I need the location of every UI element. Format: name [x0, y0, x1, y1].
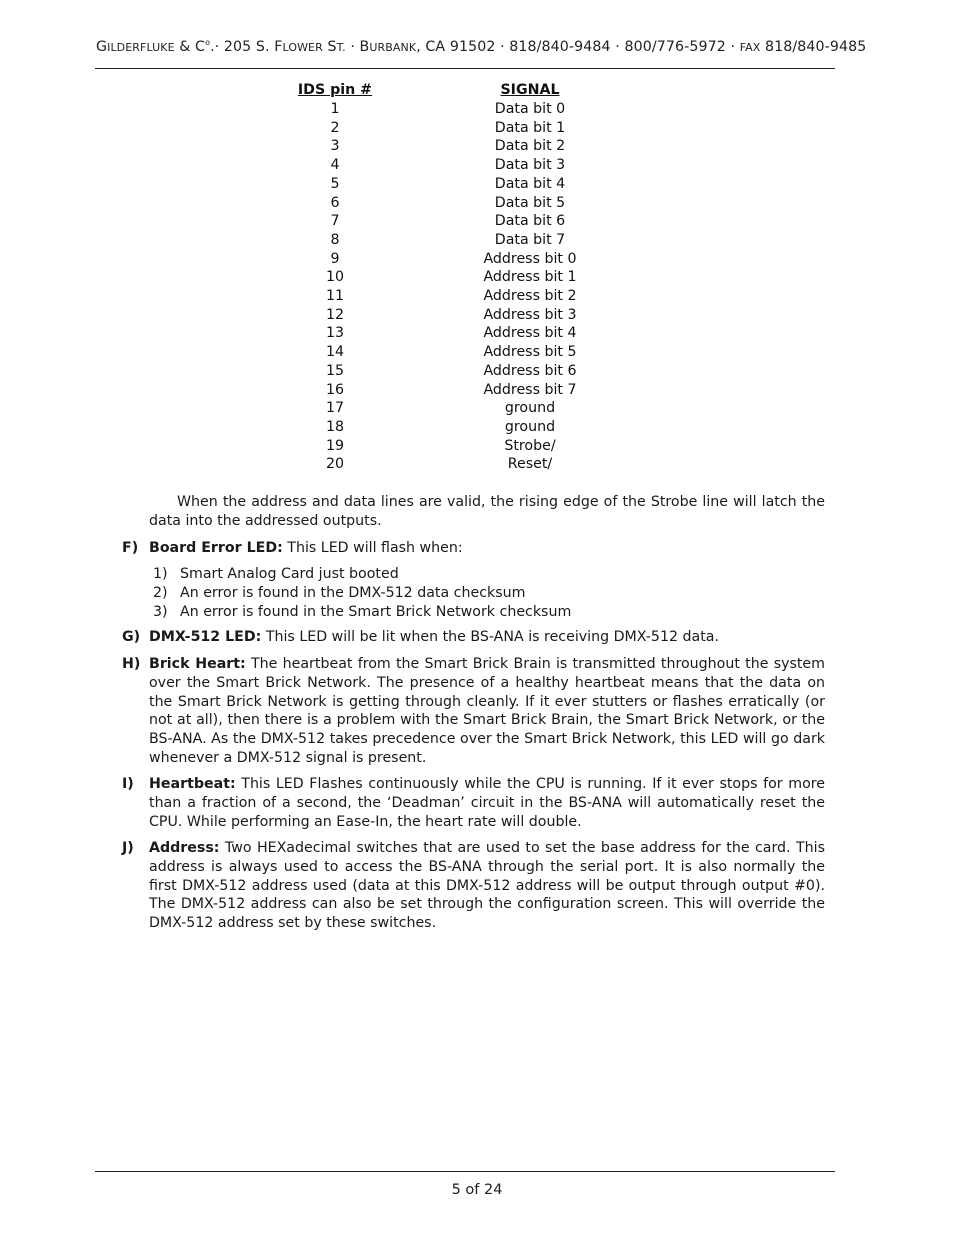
item-i: [122, 775, 825, 831]
pin-number: 4: [330, 157, 340, 174]
list-text: Smart Analog Card just booted: [180, 566, 399, 582]
table-row: [290, 137, 600, 156]
address-st-rest: T.: [336, 41, 346, 54]
list-text: An error is found in the DMX-512 data checksum: [180, 585, 526, 601]
company-amp: & C: [174, 39, 206, 55]
item-lead: Brick Heart:: [149, 656, 246, 672]
table-row: [290, 268, 600, 287]
pin-number: 18: [325, 418, 345, 435]
pin-number: 10: [325, 269, 345, 286]
item-letter: H): [122, 656, 141, 672]
signal-name: Reset/: [507, 456, 553, 473]
phone-1: · 818/840-9484: [495, 39, 611, 55]
pin-signal-table: [290, 80, 600, 474]
signal-name: Data bit 6: [494, 213, 566, 230]
signal-name: Address bit 7: [483, 381, 577, 398]
signal-name: ground: [504, 418, 556, 435]
signal-name: Address bit 5: [483, 344, 577, 361]
table-row: [290, 175, 600, 194]
pin-number: 15: [325, 362, 345, 379]
table-row: [290, 250, 600, 269]
item-lead: Heartbeat:: [149, 776, 236, 792]
table-row: [290, 287, 600, 306]
list-item: [153, 603, 571, 622]
table-row: [290, 212, 600, 231]
footer-rule: [95, 1171, 835, 1172]
table-row: [290, 194, 600, 213]
signal-name: Data bit 1: [494, 119, 566, 136]
signal-name: Address bit 3: [483, 306, 577, 323]
item-text: The heartbeat from the Smart Brick Brain is transmitted throughout the system over the Smart Brick Network. The presence of a healthy heartbeat means that the data on the Smart Brick Network is getting through cleanly. If it ever stutters or flashes erratically (or not at all), then there is a problem with the Smart Brick Brain, the Smart Brick Network, or the BS-ANA. As the DMX-512 takes precedence over the Smart Brick Network, this LED will go dark whenever a DMX-512 signal is present.: [149, 656, 825, 766]
signal-name: Address bit 2: [483, 288, 577, 305]
signal-name: Data bit 0: [494, 101, 566, 117]
item-lead: Address:: [149, 840, 220, 856]
pin-number: 8: [330, 231, 340, 248]
table-row: [290, 399, 600, 418]
table-row: [290, 306, 600, 325]
table-body: [290, 100, 600, 474]
signal-name: Data bit 2: [494, 138, 566, 155]
pin-number: 1: [330, 101, 340, 117]
list-text: An error is found in the Smart Brick Network checksum: [180, 604, 572, 620]
list-number: 2): [153, 585, 168, 601]
list-item: [153, 584, 571, 603]
item-g: [122, 628, 825, 647]
table-row: [290, 455, 600, 474]
table-row: [290, 231, 600, 250]
pin-number: 7: [330, 213, 340, 230]
company-name: ILDERFLUKE: [107, 41, 175, 54]
pin-number: 13: [325, 325, 345, 342]
signal-name: Address bit 4: [483, 325, 577, 342]
signal-name: Address bit 6: [483, 362, 577, 379]
item-h: [122, 655, 825, 768]
list-number: 1): [153, 566, 168, 582]
signal-name: Data bit 4: [494, 175, 566, 192]
item-text: This LED will flash when:: [282, 540, 463, 556]
city-name: URBANK: [369, 41, 417, 54]
address-st: S: [322, 39, 337, 55]
intro-paragraph: When the address and data lines are valid, the rising edge of the Strobe line will latch the data into the addressed outputs.: [149, 494, 825, 529]
header-rule: [95, 68, 835, 69]
item-f: [122, 539, 825, 558]
company-name-initial: G: [96, 39, 108, 55]
table-header-row: [290, 80, 600, 100]
address-street: LOWER: [282, 41, 323, 54]
page-header: [96, 38, 867, 55]
error-conditions-list: [153, 565, 571, 622]
fax-number: 818/840-9485: [760, 39, 867, 55]
fax-label: FAX: [739, 41, 761, 54]
pin-number: 19: [325, 437, 345, 454]
item-text: This LED Flashes continuously while the CPU is running. If it ever stops for more than a fraction of a second, the ‘Deadman’ circuit in the BS-ANA will automatically reset the CPU. While performing an Ease-In, the heart rate will double.: [149, 776, 825, 830]
company-superscript: o: [205, 38, 211, 47]
signal-name: Strobe/: [504, 437, 556, 454]
item-lead: Board Error LED:: [149, 540, 283, 556]
city-initial: · B: [345, 39, 370, 55]
item-text: Two HEXadecimal switches that are used to set the base address for the card. This address is always used to access the BS-ANA through the serial port. It is also normally the first DMX-512 address used (data at this DMX-512 address will be output through output #0). The DMX-512 address can also be set through the configuration screen. This will override the DMX-512 address set by these switches.: [149, 840, 825, 932]
col-header-pin: IDS pin #: [297, 82, 373, 98]
table-row: [290, 381, 600, 400]
item-letter: I): [122, 776, 134, 792]
item-letter: J): [122, 840, 134, 856]
item-text: This LED will be lit when the BS-ANA is receiving DMX-512 data.: [261, 629, 719, 645]
item-lead: DMX-512 LED:: [149, 629, 262, 645]
signal-name: Data bit 7: [494, 231, 566, 248]
table-row: [290, 324, 600, 343]
pin-number: 11: [325, 288, 345, 305]
table-row: [290, 362, 600, 381]
signal-name: Address bit 0: [483, 250, 577, 267]
page-number: 5 of 24: [451, 1182, 503, 1198]
list-number: 3): [153, 604, 168, 620]
signal-name: Data bit 3: [494, 157, 566, 174]
table-row: [290, 156, 600, 175]
item-j: [122, 839, 825, 933]
phone-2: · 800/776-5972 ·: [610, 39, 740, 55]
table-row: [290, 119, 600, 138]
table-row: [290, 418, 600, 437]
table-row: [290, 100, 600, 119]
header-separator: .·: [210, 39, 224, 55]
col-header-signal: SIGNAL: [500, 82, 560, 98]
item-letter: G): [122, 629, 141, 645]
pin-number: 3: [330, 138, 340, 155]
item-letter: F): [122, 540, 139, 556]
table-row: [290, 343, 600, 362]
signal-name: Address bit 1: [483, 269, 577, 286]
list-item: [153, 565, 571, 584]
pin-number: 6: [330, 194, 340, 211]
pin-number: 9: [330, 250, 340, 267]
signal-name: Data bit 5: [494, 194, 566, 211]
pin-number: 14: [325, 344, 345, 361]
signal-name: ground: [504, 400, 556, 417]
pin-number: 12: [325, 306, 345, 323]
state-zip: , CA 91502: [416, 39, 496, 55]
pin-number: 20: [325, 456, 345, 473]
pin-number: 2: [330, 119, 340, 136]
pin-number: 5: [330, 175, 340, 192]
address-number: 205 S. F: [223, 39, 283, 55]
pin-number: 17: [325, 400, 345, 417]
pin-number: 16: [325, 381, 345, 398]
table-row: [290, 437, 600, 456]
